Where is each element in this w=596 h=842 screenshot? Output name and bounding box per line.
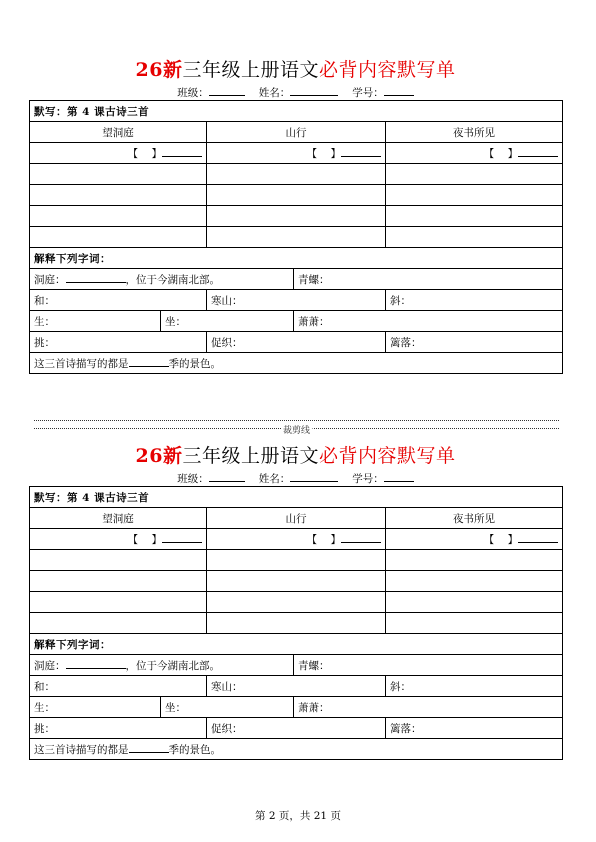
class-label: 班级： xyxy=(177,87,209,99)
cuzhi-item[interactable]: 促织： xyxy=(207,332,386,353)
xiaoxiao-item[interactable]: 萧萧： xyxy=(294,697,563,718)
name-label: 姓名： xyxy=(258,473,291,485)
hanshan-item[interactable]: 寒山： xyxy=(207,290,386,311)
xie-item[interactable]: 斜： xyxy=(386,676,563,697)
dongting-item[interactable]: 洞庭： ，位于今湖南北部。 xyxy=(30,655,294,676)
page-title: 26新三年级上册语文必背内容默写单 xyxy=(135,59,456,81)
class-label: 班级： xyxy=(177,473,209,485)
qingluo-item[interactable]: 青螺： xyxy=(294,269,563,290)
class-blank[interactable] xyxy=(209,470,245,482)
id-blank[interactable] xyxy=(384,84,414,96)
xiaoxiao-item[interactable]: 萧萧： xyxy=(294,311,563,332)
poem-line-row xyxy=(30,592,563,613)
zuo-item[interactable]: 坐： xyxy=(161,311,294,332)
he-item[interactable]: 和： xyxy=(30,290,207,311)
poem-title: 山行 xyxy=(207,122,386,143)
sheng-item[interactable]: 生： xyxy=(30,311,161,332)
dictation-sheet-top xyxy=(29,58,562,374)
id-blank[interactable] xyxy=(384,470,414,482)
name-blank[interactable] xyxy=(290,470,338,482)
poem-line-row xyxy=(30,571,563,592)
name-blank[interactable] xyxy=(290,84,338,96)
season-question[interactable]: 这三首诗描写的都是 季的景色。 xyxy=(30,353,563,374)
author-blank[interactable]: 【 】 xyxy=(386,143,563,164)
zuo-item[interactable]: 坐： xyxy=(161,697,294,718)
page-title: 26新三年级上册语文必背内容默写单 xyxy=(135,445,456,467)
tiao-item[interactable]: 挑： xyxy=(30,718,207,739)
poem-title: 望洞庭 xyxy=(30,508,207,529)
author-blank[interactable]: 【 】 xyxy=(30,143,207,164)
page-number-footer: 第 2 页，共 21 页 xyxy=(255,810,341,822)
author-blank[interactable]: 【 】 xyxy=(386,529,563,550)
name-label: 姓名： xyxy=(258,87,291,99)
poem-line-row xyxy=(30,185,563,206)
id-label: 学号： xyxy=(352,473,384,485)
student-info-line xyxy=(29,470,562,486)
author-blank[interactable]: 【 】 xyxy=(30,529,207,550)
cuzhi-item[interactable]: 促织： xyxy=(207,718,386,739)
author-blank[interactable]: 【 】 xyxy=(207,529,386,550)
liluo-item[interactable]: 篱落： xyxy=(386,332,563,353)
poem-title: 山行 xyxy=(207,508,386,529)
explain-section-label: 解释下列字词： xyxy=(30,248,563,269)
dictation-table xyxy=(29,486,563,760)
poem-line-row xyxy=(30,227,563,248)
dictation-sheet-bottom xyxy=(29,444,562,760)
sheng-item[interactable]: 生： xyxy=(30,697,161,718)
tiao-item[interactable]: 挑： xyxy=(30,332,207,353)
he-item[interactable]: 和： xyxy=(30,676,207,697)
poem-title: 夜书所见 xyxy=(386,122,563,143)
id-label: 学号： xyxy=(352,87,384,99)
dictation-table xyxy=(29,100,563,374)
xie-item[interactable]: 斜： xyxy=(386,290,563,311)
poem-line-row xyxy=(30,613,563,634)
poem-title: 望洞庭 xyxy=(30,122,207,143)
hanshan-item[interactable]: 寒山： xyxy=(207,676,386,697)
season-question[interactable]: 这三首诗描写的都是 季的景色。 xyxy=(30,739,563,760)
poem-line-row xyxy=(30,550,563,571)
cut-line-label: 裁剪线 xyxy=(282,426,311,436)
dictation-section-label: 默写：第 4 课古诗三首 xyxy=(30,101,563,122)
dongting-item[interactable]: 洞庭： ，位于今湖南北部。 xyxy=(30,269,294,290)
author-blank[interactable]: 【 】 xyxy=(207,143,386,164)
liluo-item[interactable]: 篱落： xyxy=(386,718,563,739)
explain-section-label: 解释下列字词： xyxy=(30,634,563,655)
qingluo-item[interactable]: 青螺： xyxy=(294,655,563,676)
dictation-section-label: 默写：第 4 课古诗三首 xyxy=(30,487,563,508)
class-blank[interactable] xyxy=(209,84,245,96)
cut-line xyxy=(34,420,559,436)
poem-line-row xyxy=(30,164,563,185)
poem-line-row xyxy=(30,206,563,227)
student-info-line xyxy=(29,84,562,100)
poem-title: 夜书所见 xyxy=(386,508,563,529)
